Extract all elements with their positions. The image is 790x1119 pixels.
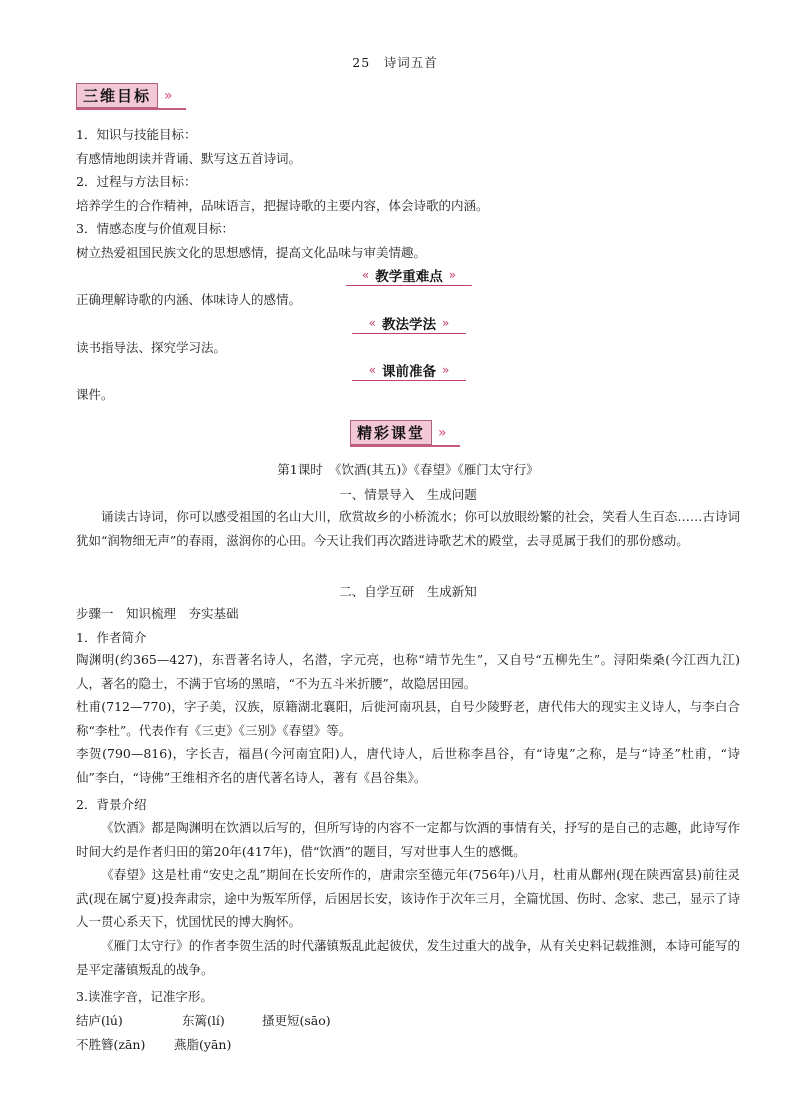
subsection-key-points xyxy=(346,266,472,284)
subheading: 1．作者简介 xyxy=(76,630,147,645)
author-tao xyxy=(76,648,740,695)
author-li xyxy=(76,742,740,789)
goal-line: 树立热爱祖国民族文化的思想感情，提高文化品味与审美情趣。 xyxy=(76,245,427,260)
subsection-label: 教法学法 xyxy=(382,317,436,333)
double-chevron-right-icon: » xyxy=(438,424,447,441)
preparation-text: 课件。 xyxy=(76,387,114,402)
section-rule xyxy=(350,445,460,447)
subsection-label: 教学重难点 xyxy=(375,269,443,285)
part-heading: 一、情景导入 生成问题 xyxy=(339,487,477,502)
part-heading: 二、自学互研 生成新知 xyxy=(339,584,477,599)
pinyin-word: 不胜簪(zān) xyxy=(76,1037,146,1052)
section-label: 三维目标 xyxy=(76,83,158,108)
paragraph-text: 《饮酒》都是陶渊明在饮酒以后写的，但所写诗的内容不一定都与饮酒的事情有关，抒写的是自己的志趣，此诗写作时间大约是作者归田的第20年(417年)，借“饮酒”的题目，写对世事人生的感慨。 xyxy=(76,820,740,859)
section-banner-jingcai xyxy=(350,420,447,445)
double-chevron-right-icon: » xyxy=(442,316,450,330)
pinyin-word: 搔更短(sāo) xyxy=(262,1013,331,1028)
double-chevron-left-icon: « xyxy=(361,268,370,282)
background-paragraph xyxy=(76,816,740,863)
background-paragraph xyxy=(76,934,740,981)
goal-line: 培养学生的合作精神，品味语言，把握诗歌的主要内容，体会诗歌的内涵。 xyxy=(76,198,489,213)
paragraph-text: 《雁门太守行》的作者李贺生活的时代藩镇叛乱此起彼伏，发生过重大的战争，从有关史料记载推测，本诗可能写的是平定藩镇叛乱的战争。 xyxy=(76,938,740,977)
lesson-title: 第1课时 《饮酒(其五)》《春望》《雁门太守行》 xyxy=(277,462,539,477)
pill-underline xyxy=(346,285,472,286)
subheading: 2．背景介绍 xyxy=(76,797,147,812)
pinyin-word: 东篱(lí) xyxy=(182,1013,225,1028)
subsection-methods xyxy=(352,314,466,332)
pinyin-word: 燕脂(yān) xyxy=(174,1037,232,1052)
goal-line: 3．情感态度与价值观目标： xyxy=(76,221,234,236)
key-points-text: 正确理解诗歌的内涵、体味诗人的感情。 xyxy=(76,292,302,307)
double-chevron-right-icon: » xyxy=(442,363,450,377)
pill-underline xyxy=(352,333,466,334)
pinyin-word: 结庐(lú) xyxy=(76,1013,123,1028)
step-heading: 步骤一 知识梳理 夯实基础 xyxy=(76,606,239,621)
pill-underline xyxy=(352,380,466,381)
author-du xyxy=(76,695,740,742)
goal-line: 2．过程与方法目标： xyxy=(76,174,197,189)
double-chevron-right-icon: » xyxy=(164,87,173,104)
section-label: 精彩课堂 xyxy=(350,420,432,445)
intro-paragraph xyxy=(76,505,740,552)
page-title: 25 诗词五首 xyxy=(352,55,438,70)
subheading: 3.读准字音，记准字形。 xyxy=(76,989,213,1004)
section-rule xyxy=(76,108,186,110)
methods-text: 读书指导法、探究学习法。 xyxy=(76,340,227,355)
goal-line: 有感情地朗读并背诵、默写这五首诗词。 xyxy=(76,151,302,166)
paragraph-text: 诵读古诗词，你可以感受祖国的名山大川，欣赏故乡的小桥流水；你可以放眼纷繁的社会，笑看人生百态……古诗词犹如“润物细无声”的春雨，滋润你的心田。今天让我们再次踏进诗歌艺术的殿堂，去寻觅属于我们的那份感动。 xyxy=(76,509,740,548)
paragraph-text: 杜甫(712—770)，字子美，汉族，原籍湖北襄阳，后徙河南巩县，自号少陵野老，唐代伟大的现实主义诗人，与李白合称“李杜”。代表作有《三吏》《三别》《春望》等。 xyxy=(76,699,740,738)
double-chevron-right-icon: » xyxy=(448,268,457,282)
section-banner-sanwei xyxy=(76,83,173,108)
goal-line: 1．知识与技能目标： xyxy=(76,127,197,142)
paragraph-text: 《春望》这是杜甫“安史之乱”期间在长安所作的，唐肃宗至德元年(756年)八月，杜甫从鄜州(现在陕西富县)前往灵武(现在属宁夏)投奔肃宗，途中为叛军所俘，后困居长安，该诗作于次年三月，全篇忧国、伤时、念家、悲己，显示了诗人一贯心系天下，忧国忧民的博大胸怀。 xyxy=(76,867,740,929)
paragraph-text: 李贺(790—816)，字长吉，福昌(今河南宜阳)人，唐代诗人，后世称李昌谷，有“诗鬼”之称，是与“诗圣”杜甫，“诗仙”李白，“诗佛”王维相齐名的唐代著名诗人，著有《昌谷集》。 xyxy=(76,746,740,785)
double-chevron-left-icon: « xyxy=(368,316,376,330)
subsection-preparation xyxy=(352,361,466,379)
paragraph-text: 陶渊明(约365—427)，东晋著名诗人，名潜，字元亮，也称“靖节先生”，又自号“五柳先生”。浔阳柴桑(今江西九江)人，著名的隐士，不满于官场的黑暗，“不为五斗米折腰”，故隐居田园。 xyxy=(76,652,740,691)
subsection-label: 课前准备 xyxy=(382,364,436,380)
background-paragraph xyxy=(76,863,740,934)
double-chevron-left-icon: « xyxy=(368,363,376,377)
